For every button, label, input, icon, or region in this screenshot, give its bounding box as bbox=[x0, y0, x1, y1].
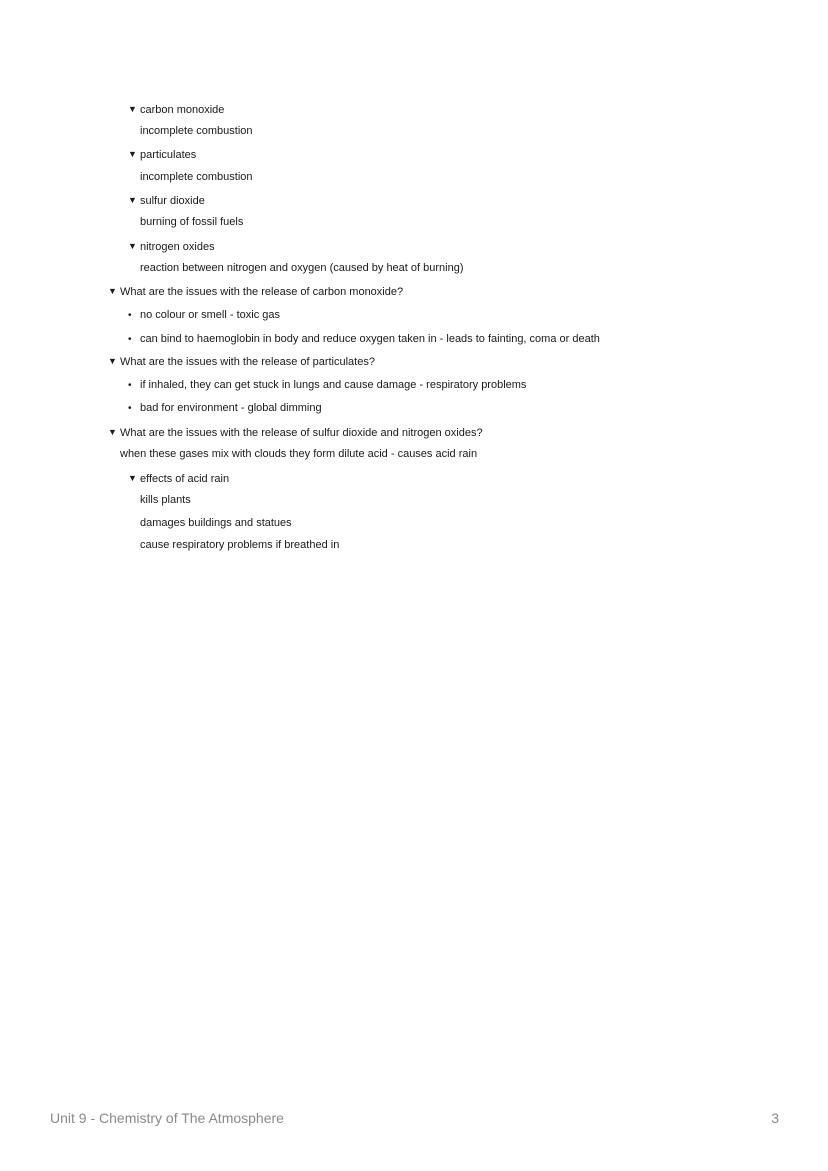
footer-title: Unit 9 - Chemistry of The Atmosphere bbox=[50, 1110, 284, 1126]
toggle-label: nitrogen oxides bbox=[140, 241, 215, 253]
toggle-body-text: reaction between nitrogen and oxygen (caused by heat of burning) bbox=[140, 262, 464, 274]
effect-text: cause respiratory problems if breathed in bbox=[140, 539, 340, 551]
toggle-question-acid-gases[interactable] bbox=[108, 425, 483, 440]
toggle-carbon-monoxide[interactable] bbox=[128, 102, 224, 117]
triangle-down-icon: ▼ bbox=[108, 427, 117, 437]
list-item bbox=[128, 308, 280, 323]
answer-text: when these gases mix with clouds they form dilute acid - causes acid rain bbox=[120, 448, 478, 460]
toggle-effects-of-acid-rain[interactable] bbox=[128, 471, 229, 486]
toggle-label: carbon monoxide bbox=[140, 104, 225, 116]
bullet-icon bbox=[128, 332, 140, 347]
toggle-label: particulates bbox=[140, 149, 197, 161]
question-label: What are the issues with the release of sulfur dioxide and nitrogen oxides? bbox=[120, 427, 483, 439]
list-item bbox=[128, 401, 322, 416]
list-item-text: bad for environment - global dimming bbox=[140, 402, 322, 414]
list-item-text: no colour or smell - toxic gas bbox=[140, 309, 280, 321]
toggle-nitrogen-oxides[interactable] bbox=[128, 239, 215, 254]
page-number: 3 bbox=[771, 1110, 779, 1126]
bullet-icon bbox=[128, 308, 140, 323]
question-label: What are the issues with the release of particulates? bbox=[120, 356, 375, 368]
bullet-icon bbox=[128, 378, 140, 393]
effect-text: damages buildings and statues bbox=[140, 517, 292, 529]
triangle-down-icon: ▼ bbox=[128, 195, 137, 205]
toggle-label: effects of acid rain bbox=[140, 473, 230, 485]
list-item bbox=[128, 332, 600, 347]
toggle-body-text: incomplete combustion bbox=[140, 125, 253, 137]
triangle-down-icon: ▼ bbox=[128, 473, 137, 483]
triangle-down-icon: ▼ bbox=[128, 104, 137, 114]
triangle-down-icon: ▼ bbox=[108, 286, 117, 296]
toggle-body-text: burning of fossil fuels bbox=[140, 216, 244, 228]
effect-text: kills plants bbox=[140, 494, 191, 506]
toggle-question-particulates[interactable] bbox=[108, 354, 375, 369]
question-label: What are the issues with the release of carbon monoxide? bbox=[120, 286, 404, 298]
toggle-question-carbon-monoxide[interactable] bbox=[108, 284, 403, 299]
toggle-body-text: incomplete combustion bbox=[140, 171, 253, 183]
toggle-label: sulfur dioxide bbox=[140, 195, 205, 207]
triangle-down-icon: ▼ bbox=[128, 149, 137, 159]
toggle-particulates[interactable] bbox=[128, 147, 196, 162]
triangle-down-icon: ▼ bbox=[108, 356, 117, 366]
bullet-icon bbox=[128, 401, 140, 416]
triangle-down-icon: ▼ bbox=[128, 241, 137, 251]
list-item-text: if inhaled, they can get stuck in lungs and cause damage - respiratory problems bbox=[140, 379, 527, 391]
list-item bbox=[128, 378, 526, 393]
toggle-sulfur-dioxide[interactable] bbox=[128, 193, 205, 208]
list-item-text: can bind to haemoglobin in body and reduce oxygen taken in - leads to fainting, coma or death bbox=[140, 333, 600, 345]
